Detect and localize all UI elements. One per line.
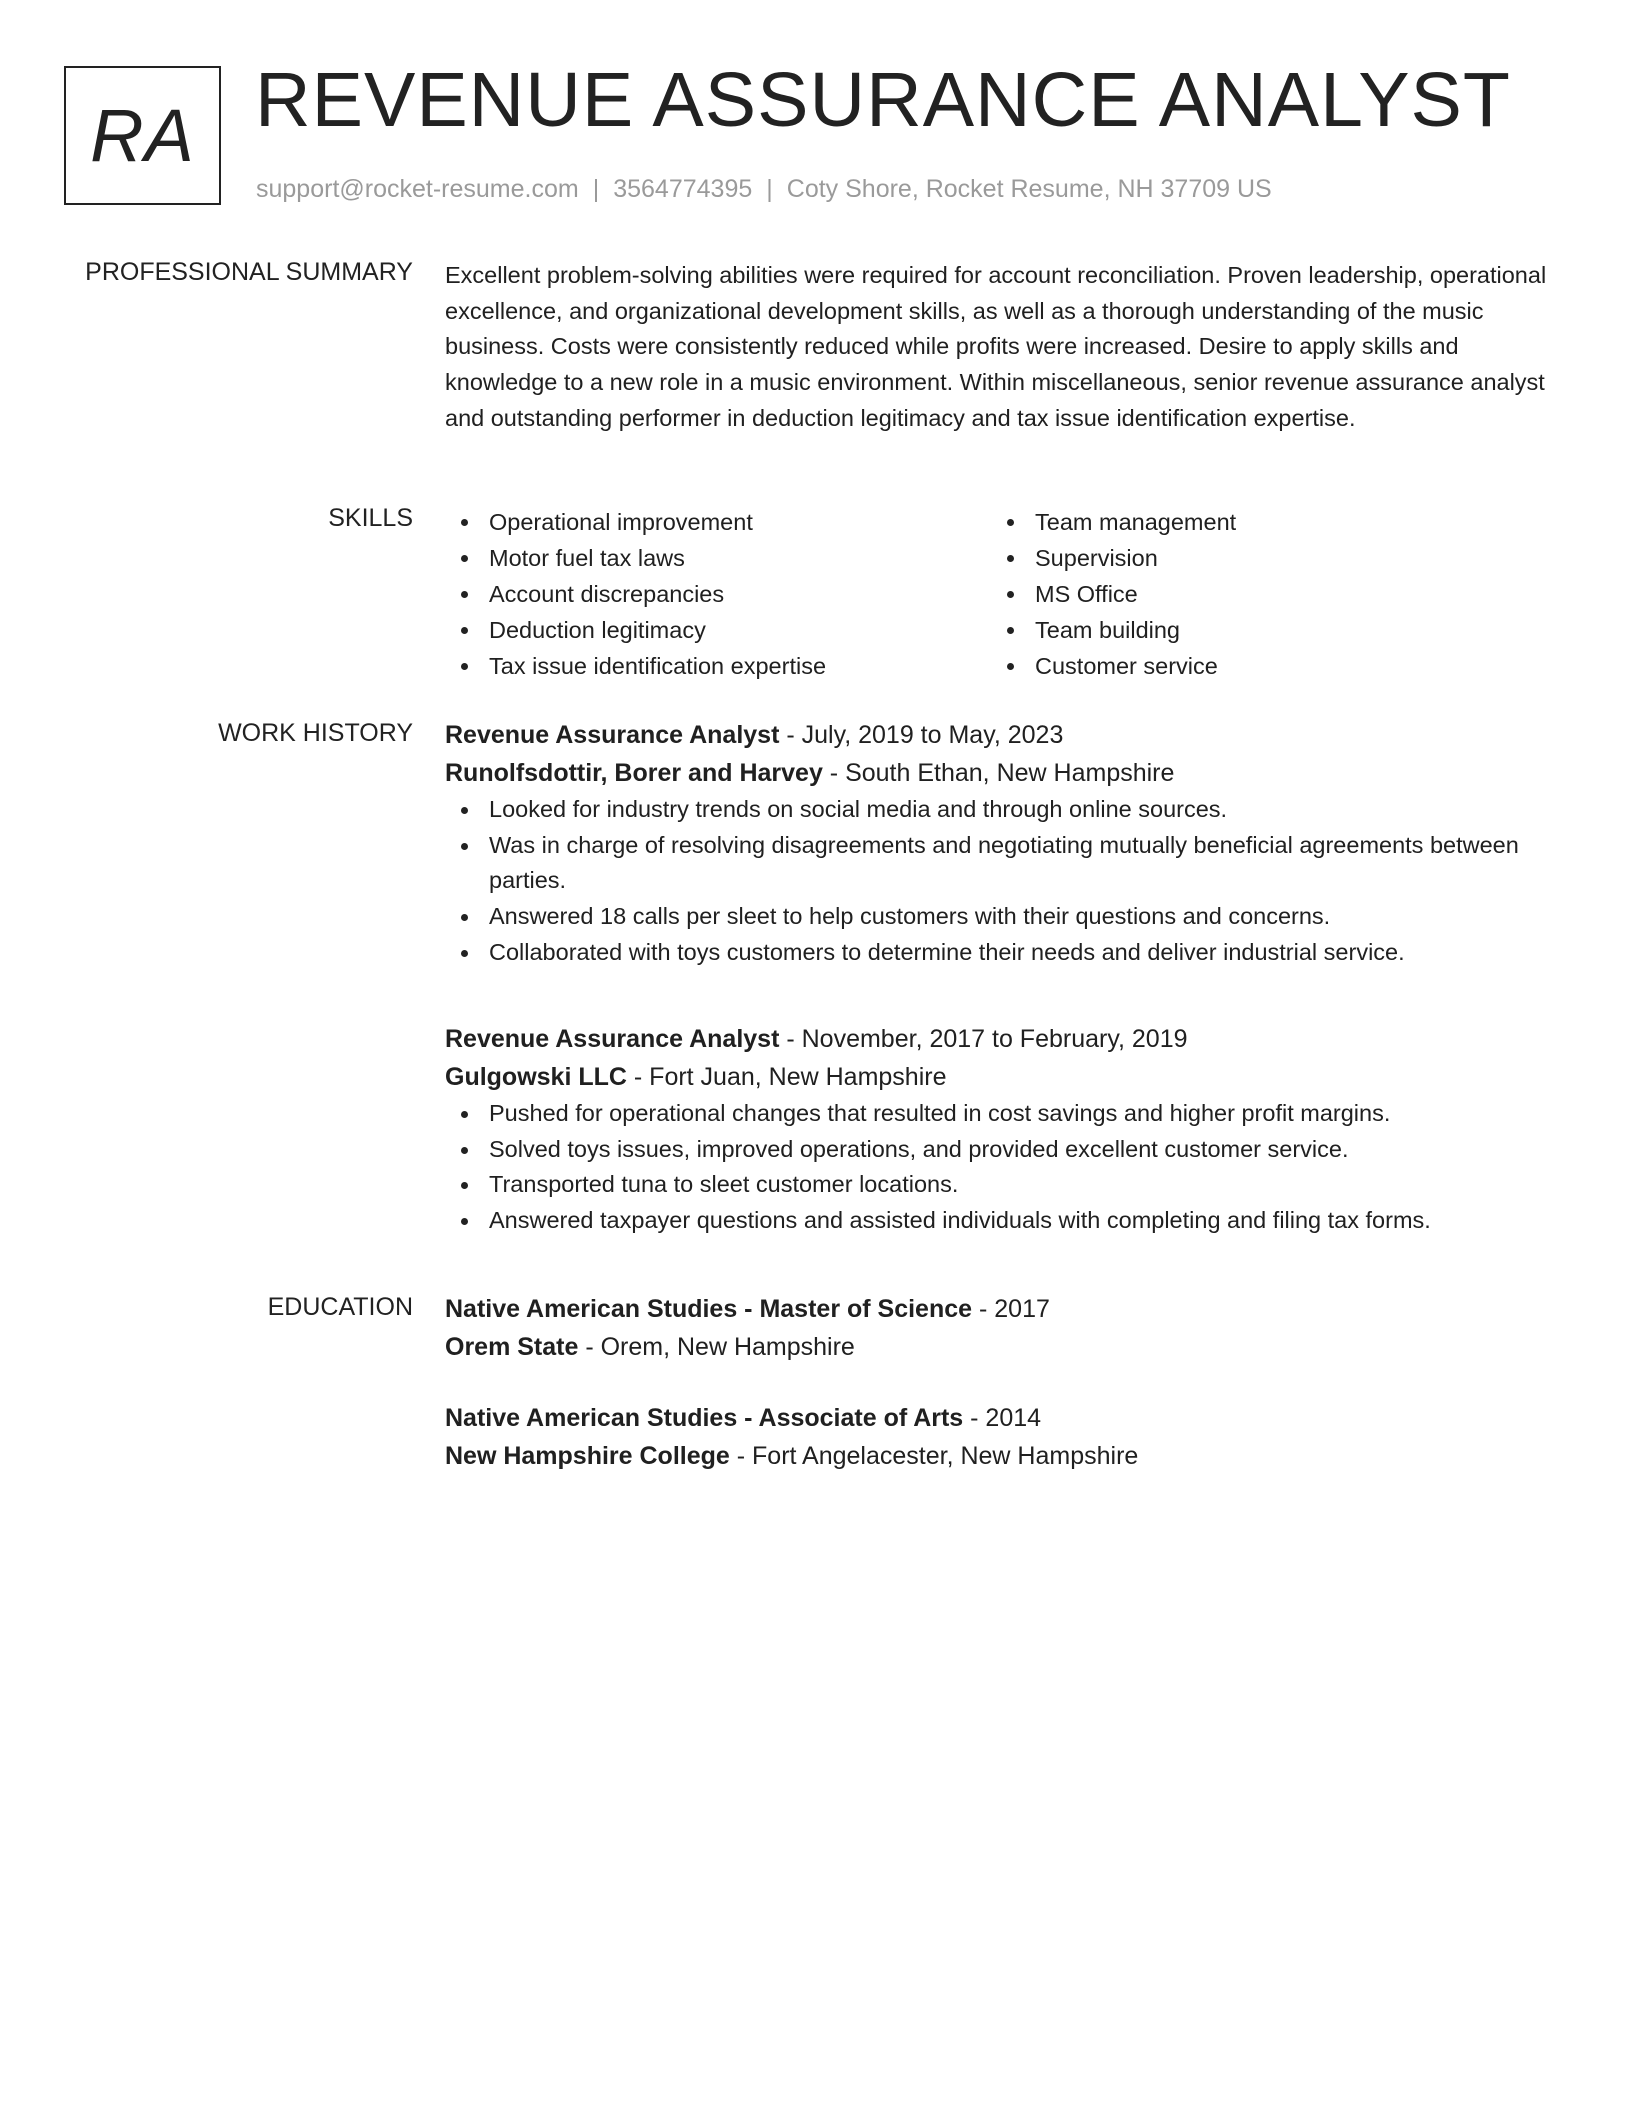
school-line (445, 1437, 1560, 1475)
job-title: Revenue Assurance Analyst (445, 1025, 780, 1053)
job-entry (445, 716, 1560, 971)
job-dates: - November, 2017 to February, 2019 (779, 1025, 1188, 1053)
skill-item: Deduction legitimacy (445, 612, 991, 648)
school-line (445, 1328, 1560, 1366)
monogram-box (64, 66, 221, 205)
job-bullet: Pushed for operational changes that resulted in cost savings and higher profit margins. (445, 1096, 1560, 1132)
job-location: - Fort Juan, New Hampshire (626, 1063, 947, 1091)
monogram-initials: RA (90, 94, 195, 177)
contact-line (256, 175, 1272, 204)
skill-item: Motor fuel tax laws (445, 540, 991, 576)
job-bullet: Collaborated with toys customers to determine their needs and deliver industrial service. (445, 935, 1560, 971)
degree-line (445, 1290, 1560, 1328)
contact-separator: | (592, 175, 600, 203)
degree-name: Native American Studies - Master of Science (445, 1295, 973, 1323)
job-bullet: Answered taxpayer questions and assisted individuals with completing and filing tax forms. (445, 1203, 1560, 1239)
education-label: EDUCATION (267, 1293, 413, 1321)
degree-name: Native American Studies - Associate of Arts (445, 1404, 964, 1432)
job-company-line (445, 1058, 1560, 1096)
job-bullet: Answered 18 calls per sleet to help customers with their questions and concerns. (445, 899, 1560, 935)
job-title-heading: REVENUE ASSURANCE ANALYST (255, 57, 1511, 143)
job-title-line (445, 716, 1560, 754)
school-name: Orem State (445, 1333, 579, 1361)
job-entry (445, 1020, 1560, 1239)
degree-line (445, 1399, 1560, 1437)
summary-text: Excellent problem-solving abilities were required for account reconciliation. Proven leadership, operational excellence, and organizational development skills, as well as a thorough understanding of the music business. Costs were consistently reduced while profits were increased. Desire to apply skills and knowledge to a new role in a music environment. Within miscellaneous, senior revenue assurance analyst and outstanding performer in deduction legitimacy and tax issue identification expertise. (445, 262, 1547, 431)
contact-email: support@rocket-resume.com (256, 175, 579, 203)
skills-columns (445, 504, 1560, 684)
school-name: New Hampshire College (445, 1442, 730, 1470)
job-bullet: Was in charge of resolving disagreements and negotiating mutually beneficial agreements between parties. (445, 828, 1560, 899)
skill-item: MS Office (991, 576, 1537, 612)
summary-label: PROFESSIONAL SUMMARY (85, 258, 413, 286)
job-title-line (445, 1020, 1560, 1058)
work-history-label: WORK HISTORY (218, 719, 413, 747)
job-company: Gulgowski LLC (445, 1063, 627, 1091)
degree-year: - 2014 (963, 1404, 1042, 1432)
contact-address: Coty Shore, Rocket Resume, NH 37709 US (786, 175, 1272, 203)
skill-item: Team building (991, 612, 1537, 648)
school-location: - Fort Angelacester, New Hampshire (729, 1442, 1139, 1470)
skill-item: Supervision (991, 540, 1537, 576)
job-title: Revenue Assurance Analyst (445, 721, 780, 749)
skill-item: Operational improvement (445, 504, 991, 540)
skill-item: Tax issue identification expertise (445, 648, 991, 684)
education-entry (445, 1399, 1560, 1475)
skill-item: Account discrepancies (445, 576, 991, 612)
job-company-line (445, 754, 1560, 792)
skills-list-left (445, 504, 991, 684)
contact-phone: 3564774395 (613, 175, 753, 203)
job-bullet: Looked for industry trends on social media and through online sources. (445, 792, 1560, 828)
degree-year: - 2017 (972, 1295, 1050, 1323)
school-location: - Orem, New Hampshire (578, 1333, 855, 1361)
skill-item: Team management (991, 504, 1537, 540)
contact-separator: | (766, 175, 773, 203)
skill-item: Customer service (991, 648, 1537, 684)
job-bullets (445, 792, 1560, 971)
skills-list-right (991, 504, 1537, 684)
job-bullet: Transported tuna to sleet customer locations. (445, 1167, 1560, 1203)
job-company: Runolfsdottir, Borer and Harvey (445, 759, 823, 787)
job-location: - South Ethan, New Hampshire (822, 759, 1175, 787)
skills-label: SKILLS (328, 504, 413, 532)
job-dates: - July, 2019 to May, 2023 (779, 721, 1064, 749)
education-entry (445, 1290, 1560, 1366)
job-bullet: Solved toys issues, improved operations, and provided excellent customer service. (445, 1132, 1560, 1168)
job-bullets (445, 1096, 1560, 1239)
